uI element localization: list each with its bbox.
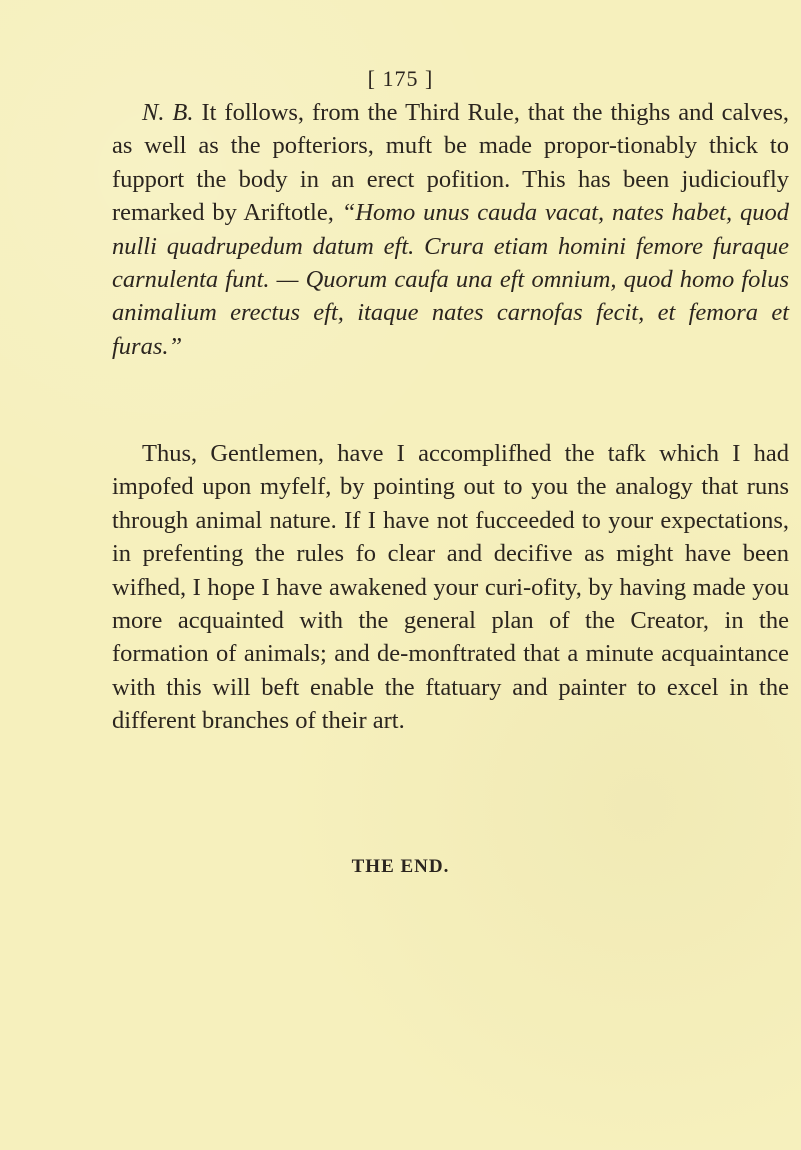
nb-mark: N. B. [142,99,194,126]
paragraph-2: Thus, Gentlemen, have I accomplifhed the tafk which I had impofed upon myfelf, by pointing out to you the analogy that runs through animal nature. If I have not fucceeded to your expectations, in prefenting the rules fo clear and decifive as might have been wifhed, I hope I have awakened your curi-ofity, by having made you more acquainted with the general plan of the Creator, in the formation of animals; and de-monftrated that a minute acquaintance with this will beft enable the ftatuary and painter to excel in the different branches of their art. [112,440,789,735]
paragraph-1 [112,96,789,363]
the-end: THE END. [351,856,450,877]
page-number: [ 175 ] [367,66,434,91]
paragraph-1-text: It follows, from the Third Rule, that the thighs and calves, as well as the pofteriors, muft be made propor-tionably thick to fupport the body in an erect pofition. This has been judicioufly remarked by Ariftotle, [112,99,789,227]
latin-quotation: “Homo unus cauda vacat, nates habet, quod nulli quadrupedum datum eft. Crura etiam homini femore furaque carnulenta funt. — Quorum caufa una eft omnium, quod homo folus animalium erectus eft, itaque nates carnofas fecit, et femora et furas.” [112,199,789,360]
